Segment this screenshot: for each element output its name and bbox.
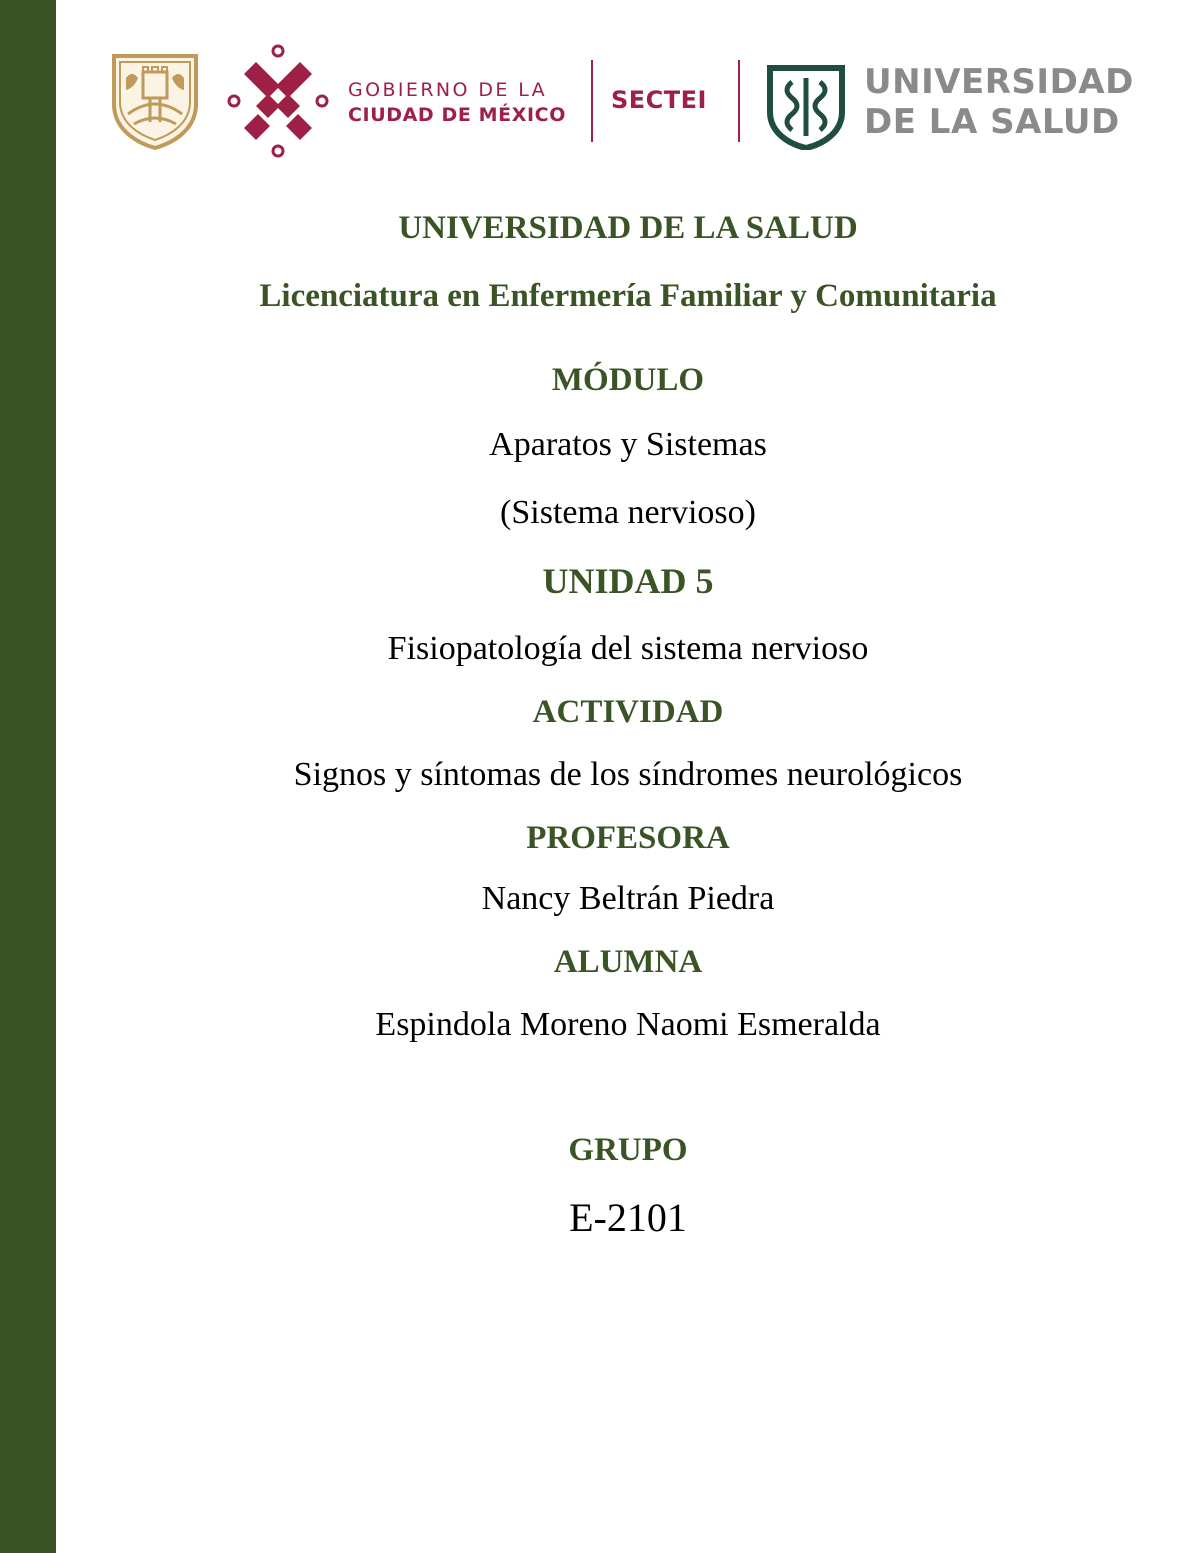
degree-title: Licenciatura en Enfermería Familiar y Comunitaria: [259, 278, 997, 314]
cdmx-line1: GOBIERNO DE LA: [348, 79, 548, 101]
module-subtitle: (Sistema nervioso): [500, 494, 756, 531]
logo-header: [0, 0, 1200, 180]
university-title: UNIVERSIDAD DE LA SALUD: [398, 210, 858, 246]
logo-divider: [591, 60, 593, 142]
activity-label: ACTIVIDAD: [532, 694, 724, 730]
ud-wordmark: [864, 62, 1134, 142]
unit-label: UNIDAD 5: [542, 561, 714, 601]
cdmx-coat-of-arms-icon: [110, 52, 200, 150]
module-label: MÓDULO: [551, 362, 705, 398]
ud-shield-icon: [766, 62, 846, 150]
logo-divider: [738, 60, 740, 142]
module-name: Aparatos y Sistemas: [489, 426, 767, 463]
cdmx-line2: CIUDAD DE MÉXICO: [348, 104, 566, 126]
cdmx-wordmark: [348, 78, 566, 128]
group-label: GRUPO: [568, 1132, 688, 1168]
student-name: Espindola Moreno Naomi Esmeralda: [375, 1006, 881, 1043]
unit-name: Fisiopatología del sistema nervioso: [387, 630, 869, 667]
cdmx-logo-icon: [226, 44, 330, 158]
teacher-label: PROFESORA: [526, 820, 730, 856]
group-name: E-2101: [569, 1195, 687, 1240]
sectei-wordmark: SECTEI: [611, 86, 707, 114]
ud-line1: UNIVERSIDAD: [864, 62, 1134, 102]
teacher-name: Nancy Beltrán Piedra: [481, 880, 775, 917]
activity-name: Signos y síntomas de los síndromes neurológicos: [293, 756, 963, 793]
ud-line2: DE LA SALUD: [864, 102, 1120, 142]
student-label: ALUMNA: [553, 944, 703, 980]
green-side-bar: [0, 0, 56, 1553]
